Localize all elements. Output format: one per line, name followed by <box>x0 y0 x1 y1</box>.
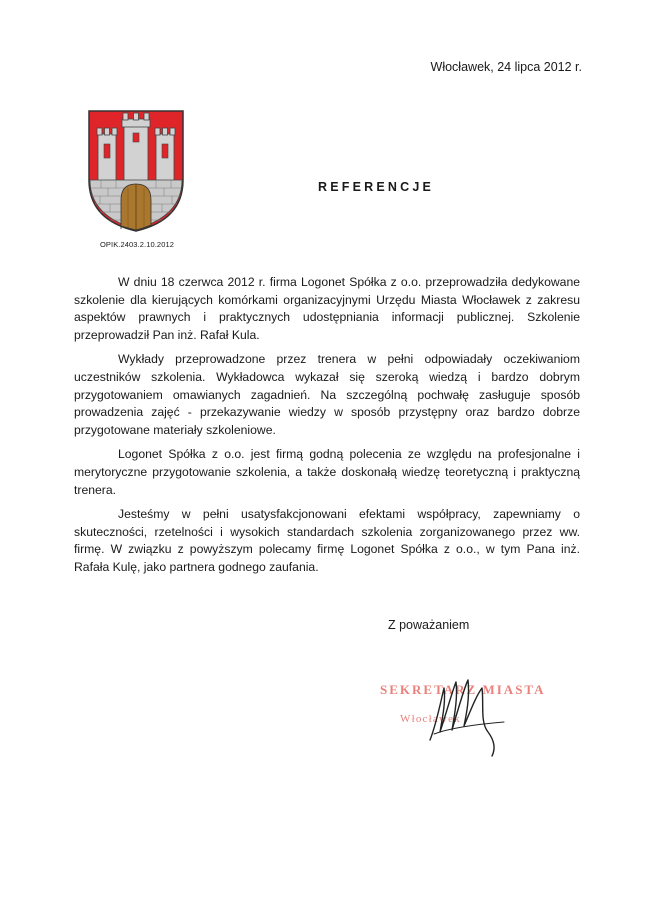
closing-salutation: Z poważaniem <box>388 618 470 632</box>
reference-number: OPIK.2403.2.10.2012 <box>99 240 175 249</box>
body-paragraph: Logonet Spółka z o.o. jest firmą godną polecenia ze względu na profesjonalne i merytoryczne przygotowanie szkolenia, a także doskonałą wiedzę teoretyczną i praktyczną trenera. <box>74 447 580 497</box>
svg-text:Włocławek: Włocławek <box>400 713 461 725</box>
svg-text:SEKRETARZ MIASTA: SEKRETARZ MIASTA <box>380 682 546 697</box>
coat-of-arms-icon <box>86 108 186 234</box>
body-paragraph: Wykłady przeprowadzone przez trenera w pełni odpowiadały oczekiwaniom uczestników szkolenia. Wykładowca wykazał się szeroką wiedzą i bardzo dobrym przygotowaniem omawianych zagadnień. Na szczególną pochwałę zasługuje sposób prowadzenia zajęć - przekazywanie wiedzy w sposób przystępny oraz bardzo dobrze przygotowane materiały szkoleniowe. <box>74 352 580 437</box>
letter-body <box>74 274 580 584</box>
body-paragraph: W dniu 18 czerwca 2012 r. firma Logonet Spółka z o.o. przeprowadziła dedykowane szkolenie dla kierujących komórkami organizacyjnymi Urzędu Miasta Włocławek z zakresu aspektów prawnych i praktycznych udostępniania informacji publicznej. Szkolenie przeprowadził Pan inż. Rafał Kula. <box>74 275 580 342</box>
signature-stamp <box>370 670 550 770</box>
document-title: REFERENCJE <box>318 180 435 194</box>
letter-date: Włocławek, 24 lipca 2012 r. <box>430 60 582 74</box>
body-paragraph: Jesteśmy w pełni usatysfakcjonowani efektami współpracy, zapewniamy o skuteczności, rzetelności i wysokich standardach szkolenia zorganizowanego przez ww. firmę. W związku z powyższym polecamy firmę Logonet Spółka z o.o., w tym Pana inż. Rafała Kulę, jako partnera godnego zaufania. <box>74 507 580 574</box>
